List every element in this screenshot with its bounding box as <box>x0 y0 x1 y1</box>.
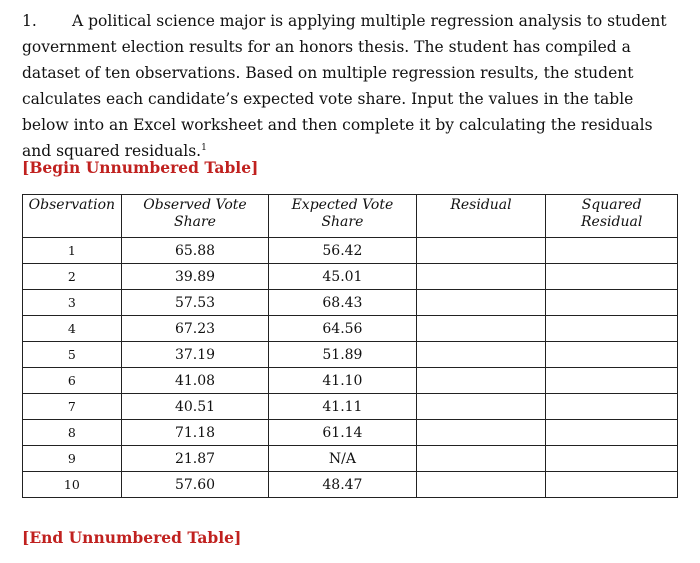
residual-cell <box>416 316 546 342</box>
observation-cell: 4 <box>23 316 122 342</box>
observation-cell: 7 <box>23 394 122 420</box>
table-row <box>23 472 678 498</box>
squared-residual-cell <box>546 238 678 264</box>
expected-vote-share-cell: 41.11 <box>269 394 416 420</box>
squared-residual-cell <box>546 420 678 446</box>
observed-vote-share-cell: 65.88 <box>121 238 268 264</box>
expected-vote-share-cell: 45.01 <box>269 264 416 290</box>
observation-cell: 6 <box>23 368 122 394</box>
header-expected-vote-share: Expected Vote Share <box>269 195 416 238</box>
residual-cell <box>416 342 546 368</box>
observation-cell: 3 <box>23 290 122 316</box>
table-row <box>23 394 678 420</box>
residual-cell <box>416 264 546 290</box>
footnote-marker: 1 <box>201 142 207 153</box>
end-table-tag: [End Unnumbered Table] <box>22 528 242 547</box>
table-body <box>23 238 678 498</box>
observed-vote-share-cell: 71.18 <box>121 420 268 446</box>
expected-vote-share-cell: 56.42 <box>269 238 416 264</box>
table-row <box>23 290 678 316</box>
question-number: 1. <box>22 12 37 30</box>
observation-cell: 8 <box>23 420 122 446</box>
question-paragraph <box>22 8 682 164</box>
table-row <box>23 342 678 368</box>
observed-vote-share-cell: 39.89 <box>121 264 268 290</box>
table-row <box>23 316 678 342</box>
header-observation: Observation <box>23 195 122 238</box>
residual-cell <box>416 238 546 264</box>
expected-vote-share-cell: 61.14 <box>269 420 416 446</box>
residual-cell <box>416 446 546 472</box>
residual-cell <box>416 472 546 498</box>
residual-cell <box>416 368 546 394</box>
begin-table-tag: [Begin Unnumbered Table] <box>22 158 259 177</box>
expected-vote-share-cell: 51.89 <box>269 342 416 368</box>
observed-vote-share-cell: 41.08 <box>121 368 268 394</box>
header-residual: Residual <box>416 195 546 238</box>
expected-vote-share-cell: 64.56 <box>269 316 416 342</box>
squared-residual-cell <box>546 316 678 342</box>
squared-residual-cell <box>546 446 678 472</box>
residual-cell <box>416 290 546 316</box>
observed-vote-share-cell: 57.60 <box>121 472 268 498</box>
expected-vote-share-cell: N/A <box>269 446 416 472</box>
observation-cell: 1 <box>23 238 122 264</box>
observed-vote-share-cell: 37.19 <box>121 342 268 368</box>
table-row <box>23 238 678 264</box>
squared-residual-cell <box>546 394 678 420</box>
observation-cell: 9 <box>23 446 122 472</box>
observation-cell: 10 <box>23 472 122 498</box>
observation-cell: 5 <box>23 342 122 368</box>
observation-cell: 2 <box>23 264 122 290</box>
table-row <box>23 368 678 394</box>
observed-vote-share-cell: 40.51 <box>121 394 268 420</box>
table-row <box>23 264 678 290</box>
table-header-row <box>23 195 678 238</box>
header-observed-vote-share: Observed Vote Share <box>121 195 268 238</box>
vote-share-table <box>22 194 678 498</box>
squared-residual-cell <box>546 342 678 368</box>
observed-vote-share-cell: 57.53 <box>121 290 268 316</box>
question-text: A political science major is applying multiple regression analysis to student government election results for an honors thesis. The student has compiled a dataset of ten observations. Based on multiple regression results, the student calculates each candidate’s expected vote share. Input the values in the table below into an Excel worksheet and then complete it by calculating the residuals and squared residuals. <box>22 12 667 160</box>
expected-vote-share-cell: 68.43 <box>269 290 416 316</box>
squared-residual-cell <box>546 472 678 498</box>
observed-vote-share-cell: 21.87 <box>121 446 268 472</box>
residual-cell <box>416 420 546 446</box>
squared-residual-cell <box>546 264 678 290</box>
table-row <box>23 420 678 446</box>
squared-residual-cell <box>546 368 678 394</box>
observed-vote-share-cell: 67.23 <box>121 316 268 342</box>
squared-residual-cell <box>546 290 678 316</box>
expected-vote-share-cell: 41.10 <box>269 368 416 394</box>
residual-cell <box>416 394 546 420</box>
table-row <box>23 446 678 472</box>
header-squared-residual: Squared Residual <box>546 195 678 238</box>
expected-vote-share-cell: 48.47 <box>269 472 416 498</box>
